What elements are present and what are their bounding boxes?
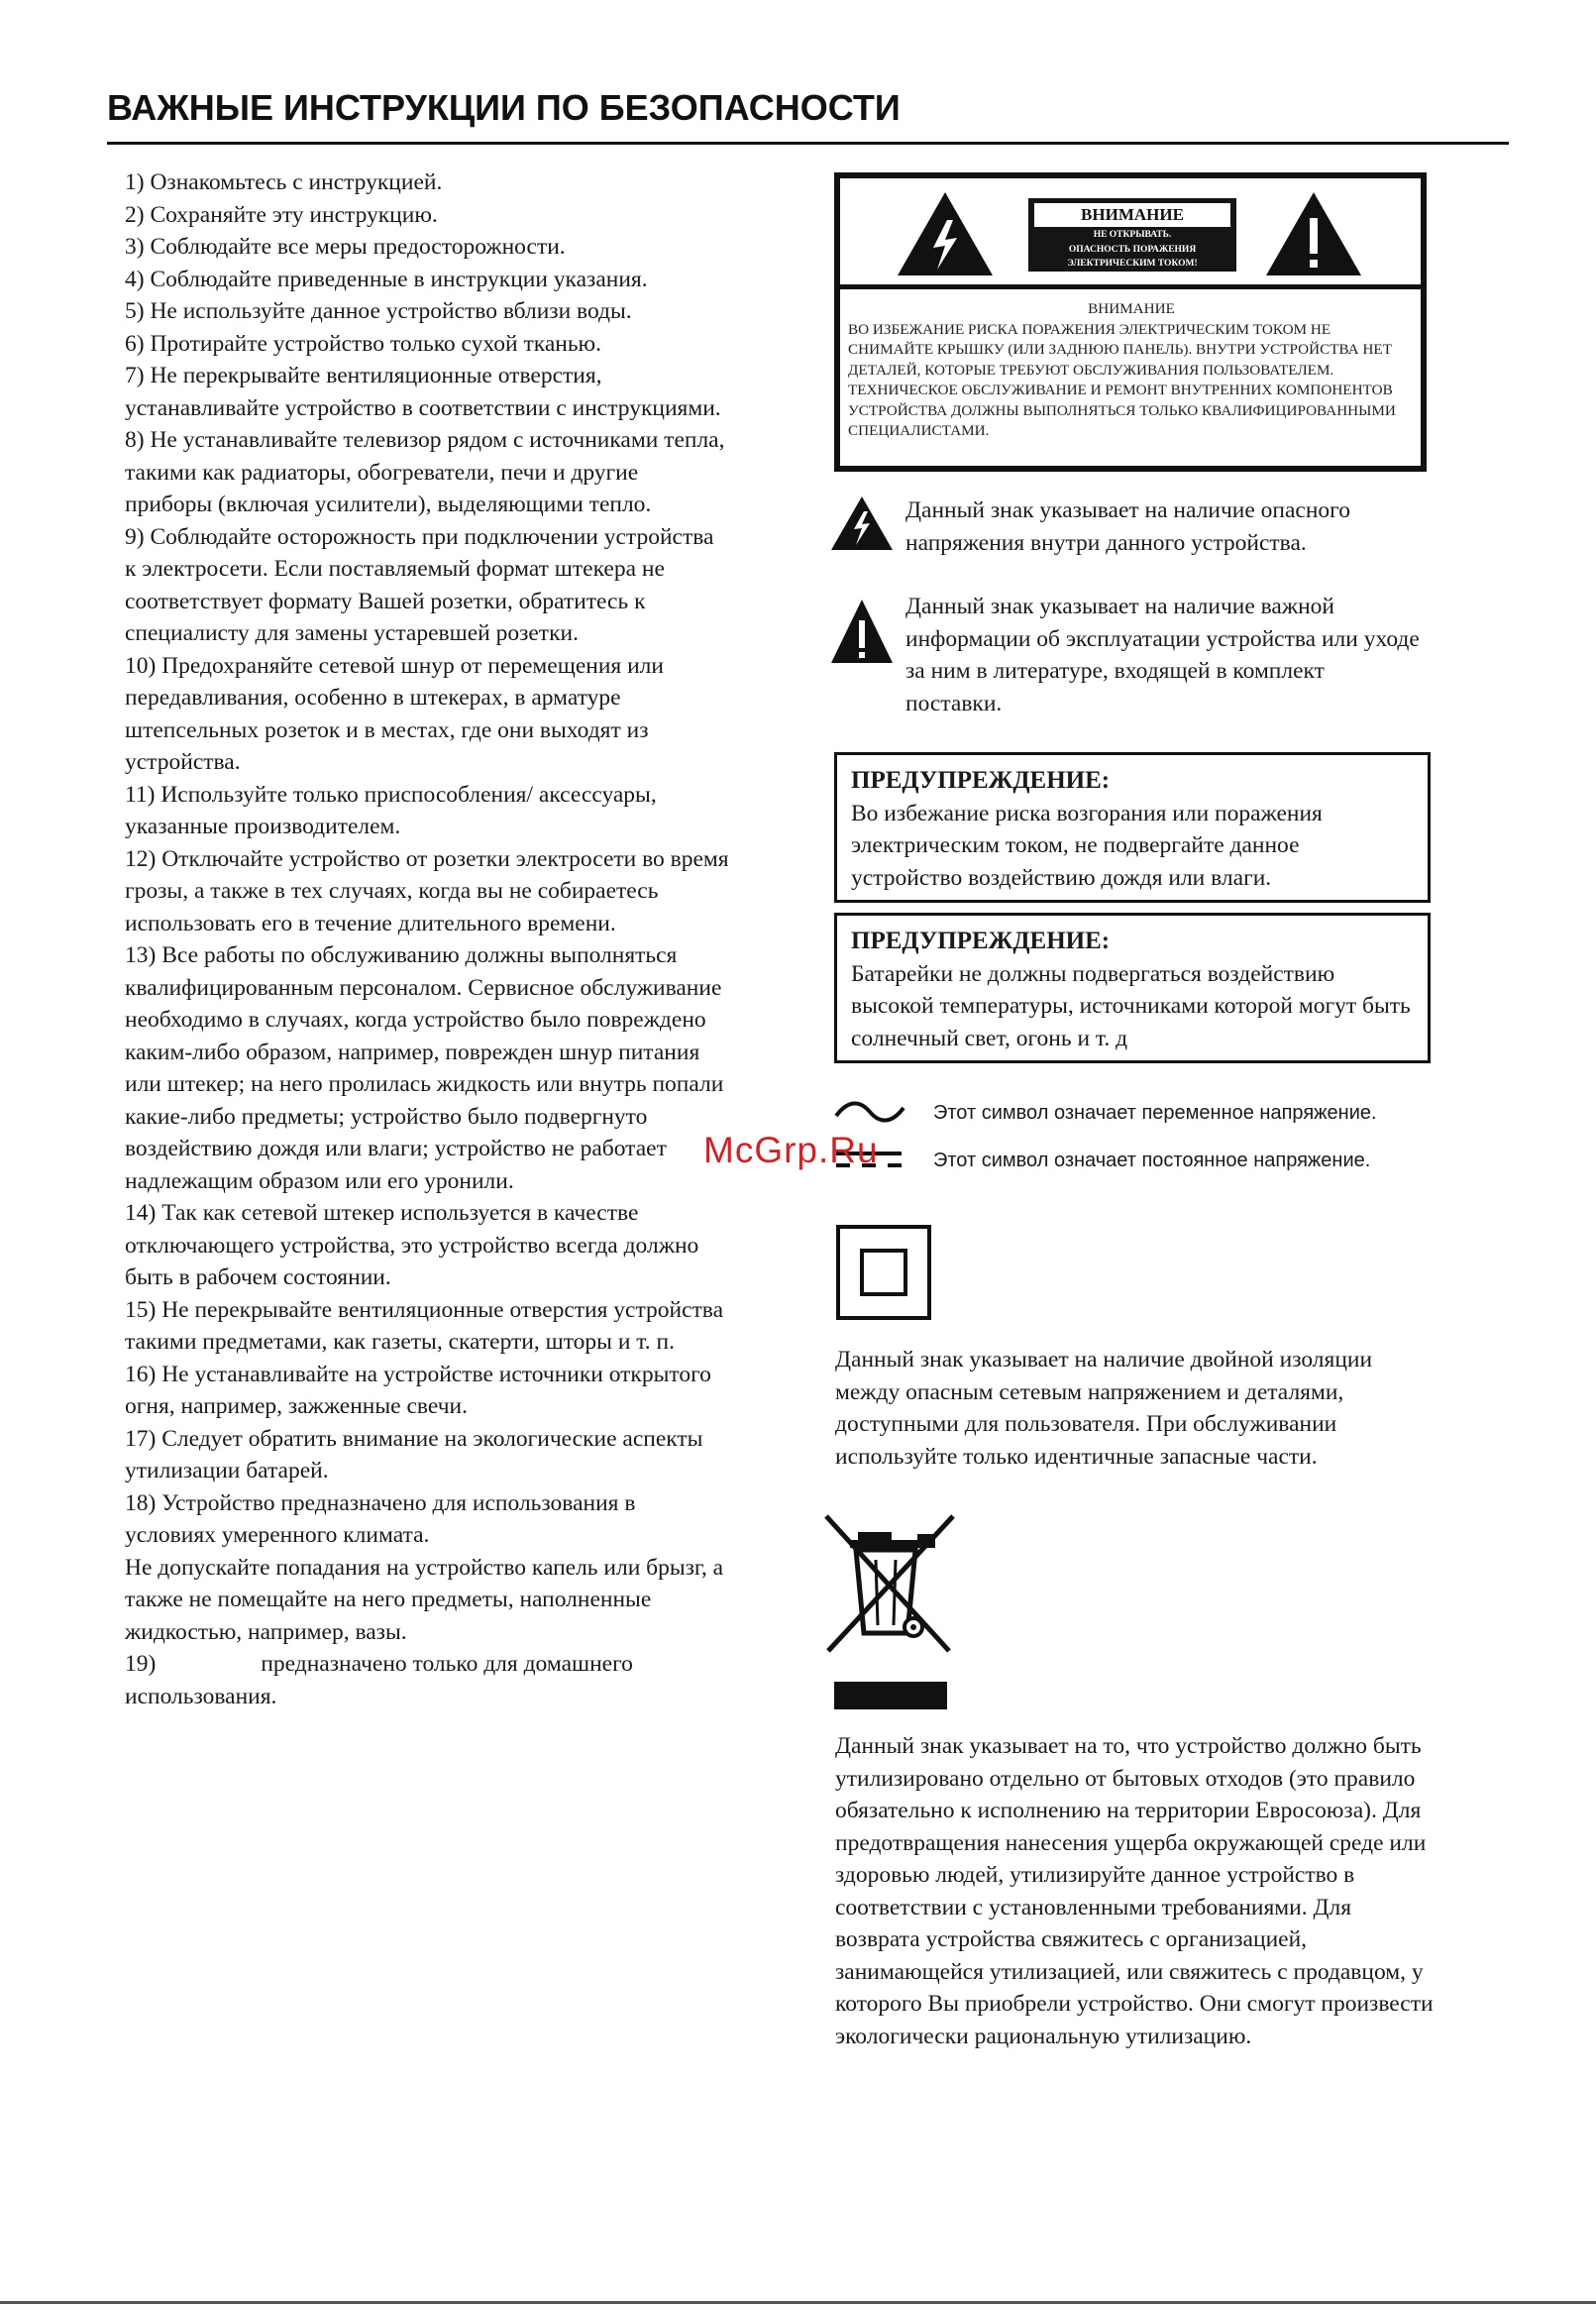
- crossed-bin-icon: [822, 1514, 957, 1653]
- instruction-item: 11) Используйте только приспособления/ аксессуары, указанные производителем.: [125, 781, 657, 839]
- instruction-item: 15) Не перекрывайте вентиляционные отверстия устройства такими предметами, как газеты, скатерти, шторы и т. п.: [125, 1296, 724, 1355]
- instruction-item: 9) Соблюдайте осторожность при подключении устройства к электросети. Если поставляемый формат штекера не соответствует формату Вашей розетки, обратитесь к специалисту для замены устаревшей розетки.: [125, 523, 714, 646]
- instruction-item: 4) Соблюдайте приведенные в инструкции указания.: [125, 266, 648, 292]
- warning-box-rain: [834, 752, 1431, 903]
- lightning-triangle-icon: [830, 495, 894, 551]
- instruction-item: 6) Протирайте устройство только сухой тканью.: [125, 330, 601, 357]
- instruction-item: 1) Ознакомьтесь с инструкцией.: [125, 169, 443, 195]
- exclamation-triangle-icon: [1264, 190, 1363, 277]
- caution-body: [848, 299, 1415, 442]
- caution-panel: [1028, 198, 1236, 272]
- weee-note: Данный знак указывает на то, что устройство должно быть утилизировано отдельно от бытовых отходов (это правило обязательно к исполнению на территории Евросоюза). Для предотвращения нанесения ущерба окружающей среде или здоровью людей, утилизируйте данное устройство в соответствии с установленными требованиями. Для возврата устройства свяжитесь с организацией, занимающейся утилизацией, или свяжитесь с продавцом, у которого Вы приобрели устройство. Они смогут произвести экологически рациональную утилизацию.: [835, 1733, 1434, 2049]
- caution-line: НЕ ОТКРЫВАТЬ.: [1093, 230, 1172, 240]
- instruction-item: 2) Сохраняйте эту инструкцию.: [125, 201, 438, 228]
- exclamation-triangle-icon: [830, 599, 894, 664]
- item19-text: предназначено только для домашнего использования.: [125, 1651, 633, 1709]
- weee-bar: [834, 1682, 947, 1709]
- warning-heading: ПРЕДУПРЕЖДЕНИЕ:: [851, 928, 1111, 954]
- instruction-item-19: [125, 1648, 729, 1712]
- warning-heading: ПРЕДУПРЕЖДЕНИЕ:: [851, 767, 1111, 794]
- ac-symbol-icon: [834, 1098, 905, 1126]
- caution-label: [834, 172, 1427, 472]
- item19-number: 19): [125, 1651, 157, 1677]
- instruction-item: 13) Все работы по обслуживанию должны выполняться квалифицированным персоналом. Сервисное обслуживание необходимо в случаях, когда устройство было повреждено каким-либо образом, например, поврежден шнур питания или штекер; на него пролилась жидкость или внутрь попали какие-либо предметы; устройство было подвергнуто воздействию дождя или влаги; устройство не работает надлежащим образом или его уронили.: [125, 942, 724, 1194]
- instruction-item: 18) Устройство предназначено для использования в условиях умеренного климата.: [125, 1489, 636, 1548]
- instruction-item: 8) Не устанавливайте телевизор рядом с источниками тепла, такими как радиаторы, обогреватели, печи и другие приборы (включая усилители), выделяющими тепло.: [125, 427, 725, 517]
- instruction-item: 3) Соблюдайте все меры предосторожности.: [125, 234, 566, 260]
- lightning-triangle-icon: [896, 190, 995, 277]
- instruction-item: 5) Не используйте данное устройство вблизи воды.: [125, 298, 632, 324]
- caution-body-text: ВО ИЗБЕЖАНИЕ РИСКА ПОРАЖЕНИЯ ЭЛЕКТРИЧЕСКИМ ТОКОМ НЕ СНИМАЙТЕ КРЫШКУ (ИЛИ ЗАДНЮЮ ПАНЕЛЬ). ВНУТРИ УСТРОЙСТВА НЕТ ДЕТАЛЕЙ, КОТОРЫЕ ТРЕБУЮТ ОБСЛУЖИВАНИЯ ПОЛЬЗОВАТЕЛЕМ. ТЕХНИЧЕСКОЕ ОБСЛУЖИВАНИЕ И РЕМОНТ ВНУТРЕННИХ КОМПОНЕНТОВ УСТРОЙСТВА ДОЛЖНЫ ВЫПОЛНЯТЬСЯ ТОЛЬКО КВАЛИФИЦИРОВАННЫМИ СПЕЦИАЛИСТАМИ.: [848, 320, 1396, 439]
- warning-box-battery: [834, 913, 1431, 1063]
- instruction-item: 10) Предохраняйте сетевой шнур от перемещения или передавливания, особенно в штекерах, в арматуре штепсельных розеток и в местах, где они выходят из устройства.: [125, 652, 664, 775]
- double-insulation-icon: [836, 1225, 931, 1320]
- instruction-item: Не допускайте попадания на устройство капель или брызг, а также не помещайте на него предметы, наполненные жидкостью, например, вазы.: [125, 1554, 724, 1645]
- caution-title: ВНИМАНИЕ: [1034, 203, 1230, 227]
- instruction-item: 14) Так как сетевой штекер используется в качестве отключающего устройства, это устройство всегда должно быть в рабочем состоянии.: [125, 1200, 699, 1290]
- dc-note: Этот символ означает постоянное напряжение.: [933, 1150, 1371, 1171]
- instruction-item: 7) Не перекрывайте вентиляционные отверстия, устанавливайте устройство в соответствии с инструкциями.: [125, 363, 721, 421]
- instruction-item: 12) Отключайте устройство от розетки электросети во время грозы, а также в тех случаях, когда вы не собираетесь использовать его в течение длительного времени.: [125, 845, 729, 936]
- instruction-item: 17) Следует обратить внимание на экологические аспекты утилизации батарей.: [125, 1425, 703, 1483]
- lightning-note: Данный знак указывает на наличие опасного напряжения внутри данного устройства.: [905, 497, 1350, 556]
- title-rule: [107, 142, 1509, 145]
- caution-line: ОПАСНОСТЬ ПОРАЖЕНИЯ: [1068, 244, 1197, 255]
- ac-note: Этот символ означает переменное напряжение.: [933, 1102, 1377, 1124]
- page-title: ВАЖНЫЕ ИНСТРУКЦИИ ПО БЕЗОПАСНОСТИ: [107, 87, 901, 128]
- caution-line: ЭЛЕКТРИЧЕСКИМ ТОКОМ!: [1067, 259, 1198, 269]
- instruction-item: 16) Не устанавливайте на устройстве источники открытого огня, например, зажженные свечи.: [125, 1361, 711, 1419]
- caution-label-header: [840, 178, 1421, 289]
- exclamation-note: Данный знак указывает на наличие важной информации об эксплуатации устройства или уходе за ним в литературе, входящей в комплект поставки.: [905, 594, 1420, 716]
- double-insulation-note: Данный знак указывает на наличие двойной изоляции между опасным сетевым напряжением и деталями, доступными для пользователя. При обслуживании используйте только идентичные запасные части.: [835, 1347, 1373, 1470]
- caution-body-title: ВНИМАНИЕ: [1088, 300, 1175, 317]
- watermark: McGrp.Ru: [703, 1130, 879, 1170]
- warning-text: Батарейки не должны подвергаться воздействию высокой температуры, источниками которой могут быть солнечный свет, огонь и т. д: [851, 960, 1411, 1051]
- instructions-list: [125, 166, 729, 1712]
- warning-text: Во избежание риска возгорания или поражения электрическим током, не подвергайте данное устройство воздействию дождя или влаги.: [851, 800, 1323, 891]
